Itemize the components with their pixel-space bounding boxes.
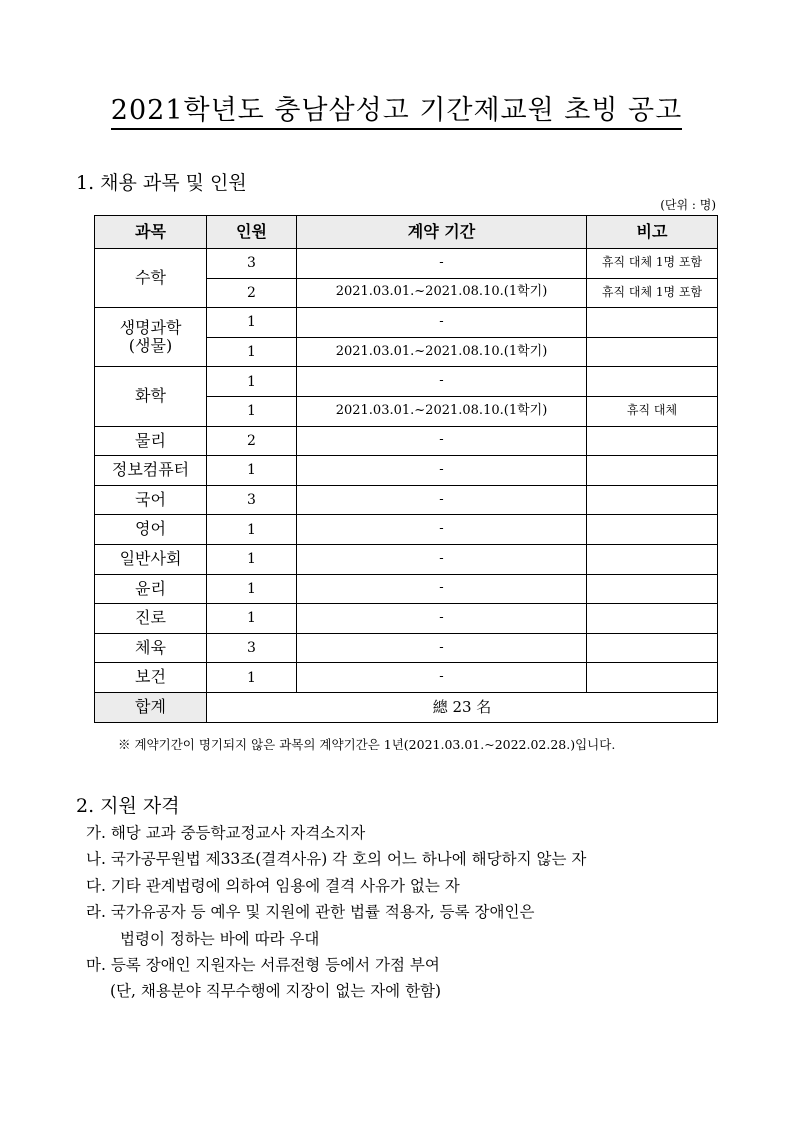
period-cell: 2021.03.01.~2021.08.10.(1학기) — [297, 278, 587, 308]
count-cell: 1 — [207, 663, 297, 693]
count-cell: 1 — [207, 337, 297, 367]
subject-cell: 보건 — [95, 663, 207, 693]
period-cell: - — [297, 426, 587, 456]
note-cell: 휴직 대체 1명 포함 — [587, 249, 718, 279]
count-cell: 1 — [207, 515, 297, 545]
period-cell: - — [297, 485, 587, 515]
period-cell: 2021.03.01.~2021.08.10.(1학기) — [297, 396, 587, 426]
table-row — [95, 249, 718, 279]
period-cell: - — [297, 308, 587, 338]
list-item: 가. 해당 교과 중등학교정교사 자격소지자 — [86, 824, 366, 842]
section1-heading: 1. 채용 과목 및 인원 — [76, 172, 247, 194]
header-subject: 과목 — [95, 216, 207, 249]
count-cell: 1 — [207, 574, 297, 604]
period-cell: - — [297, 663, 587, 693]
period-cell: - — [297, 544, 587, 574]
note-cell — [587, 633, 718, 663]
subject-cell: 일반사회 — [95, 544, 207, 574]
note-cell: 휴직 대체 — [587, 396, 718, 426]
count-cell: 1 — [207, 396, 297, 426]
subject-cell: 수학 — [95, 249, 207, 308]
period-cell: - — [297, 249, 587, 279]
subject-cell: 화학 — [95, 367, 207, 426]
note-cell — [587, 544, 718, 574]
list-item: 법령이 정하는 바에 따라 우대 — [120, 929, 320, 948]
list-item: (단, 채용분야 직무수행에 지장이 없는 자에 한함) — [110, 982, 442, 1001]
note-cell — [587, 367, 718, 397]
table-header-row — [95, 216, 718, 249]
subject-cell: 국어 — [95, 485, 207, 515]
table-row — [95, 604, 718, 634]
qualification-list — [86, 820, 586, 1005]
note-cell — [587, 574, 718, 604]
subject-cell: 윤리 — [95, 574, 207, 604]
section2-heading: 2. 지원 자격 — [76, 795, 180, 817]
note-cell — [587, 456, 718, 486]
table-row — [95, 367, 718, 397]
note-cell — [587, 337, 718, 367]
footnote: ※ 계약기간이 명기되지 않은 과목의 계약기간은 1년(2021.03.01.~2022.02.28.)입니다. — [118, 737, 616, 752]
count-cell: 3 — [207, 633, 297, 663]
header-note: 비고 — [587, 216, 718, 249]
note-cell — [587, 485, 718, 515]
count-cell: 3 — [207, 249, 297, 279]
table-row — [95, 515, 718, 545]
list-item: 다. 기타 관계법령에 의하여 임용에 결격 사유가 없는 자 — [86, 876, 460, 895]
subject-cell: 체육 — [95, 633, 207, 663]
subject-cell: 정보컴퓨터 — [95, 456, 207, 486]
total-label: 합계 — [95, 692, 207, 722]
subject-cell: 진로 — [95, 604, 207, 634]
period-cell: 2021.03.01.~2021.08.10.(1학기) — [297, 337, 587, 367]
list-item: 마. 등록 장애인 지원자는 서류전형 등에서 가점 부여 — [86, 956, 440, 975]
page-title-text: 2021학년도 충남삼성고 기간제교원 초빙 공고 — [111, 95, 682, 130]
recruitment-table — [94, 215, 718, 723]
count-cell: 1 — [207, 456, 297, 486]
period-cell: - — [297, 604, 587, 634]
note-cell — [587, 663, 718, 693]
list-item: 라. 국가유공자 등 예우 및 지원에 관한 법률 적용자, 등록 장애인은 — [86, 903, 535, 922]
table-row — [95, 308, 718, 338]
subject-cell: 생명과학 (생물) — [95, 308, 207, 367]
header-period: 계약 기간 — [297, 216, 587, 249]
table-row — [95, 544, 718, 574]
period-cell: - — [297, 515, 587, 545]
note-cell — [587, 604, 718, 634]
total-row — [95, 692, 718, 722]
subject-cell: 물리 — [95, 426, 207, 456]
unit-note: (단위 : 명) — [660, 198, 716, 212]
table-row — [95, 485, 718, 515]
period-cell: - — [297, 633, 587, 663]
count-cell: 1 — [207, 544, 297, 574]
page-title — [0, 88, 793, 127]
count-cell: 2 — [207, 278, 297, 308]
note-cell — [587, 426, 718, 456]
period-cell: - — [297, 574, 587, 604]
count-cell: 1 — [207, 308, 297, 338]
period-cell: - — [297, 456, 587, 486]
note-cell — [587, 308, 718, 338]
table-row — [95, 663, 718, 693]
count-cell: 1 — [207, 604, 297, 634]
count-cell: 3 — [207, 485, 297, 515]
table-row — [95, 633, 718, 663]
subject-cell: 영어 — [95, 515, 207, 545]
table-row — [95, 574, 718, 604]
note-cell: 휴직 대체 1명 포함 — [587, 278, 718, 308]
list-item: 나. 국가공무원법 제33조(결격사유) 각 호의 어느 하나에 해당하지 않는 자 — [86, 850, 587, 869]
period-cell: - — [297, 367, 587, 397]
table-row — [95, 426, 718, 456]
note-cell — [587, 515, 718, 545]
count-cell: 2 — [207, 426, 297, 456]
count-cell: 1 — [207, 367, 297, 397]
header-count: 인원 — [207, 216, 297, 249]
total-value: 總 23 名 — [207, 692, 718, 722]
table-row — [95, 456, 718, 486]
